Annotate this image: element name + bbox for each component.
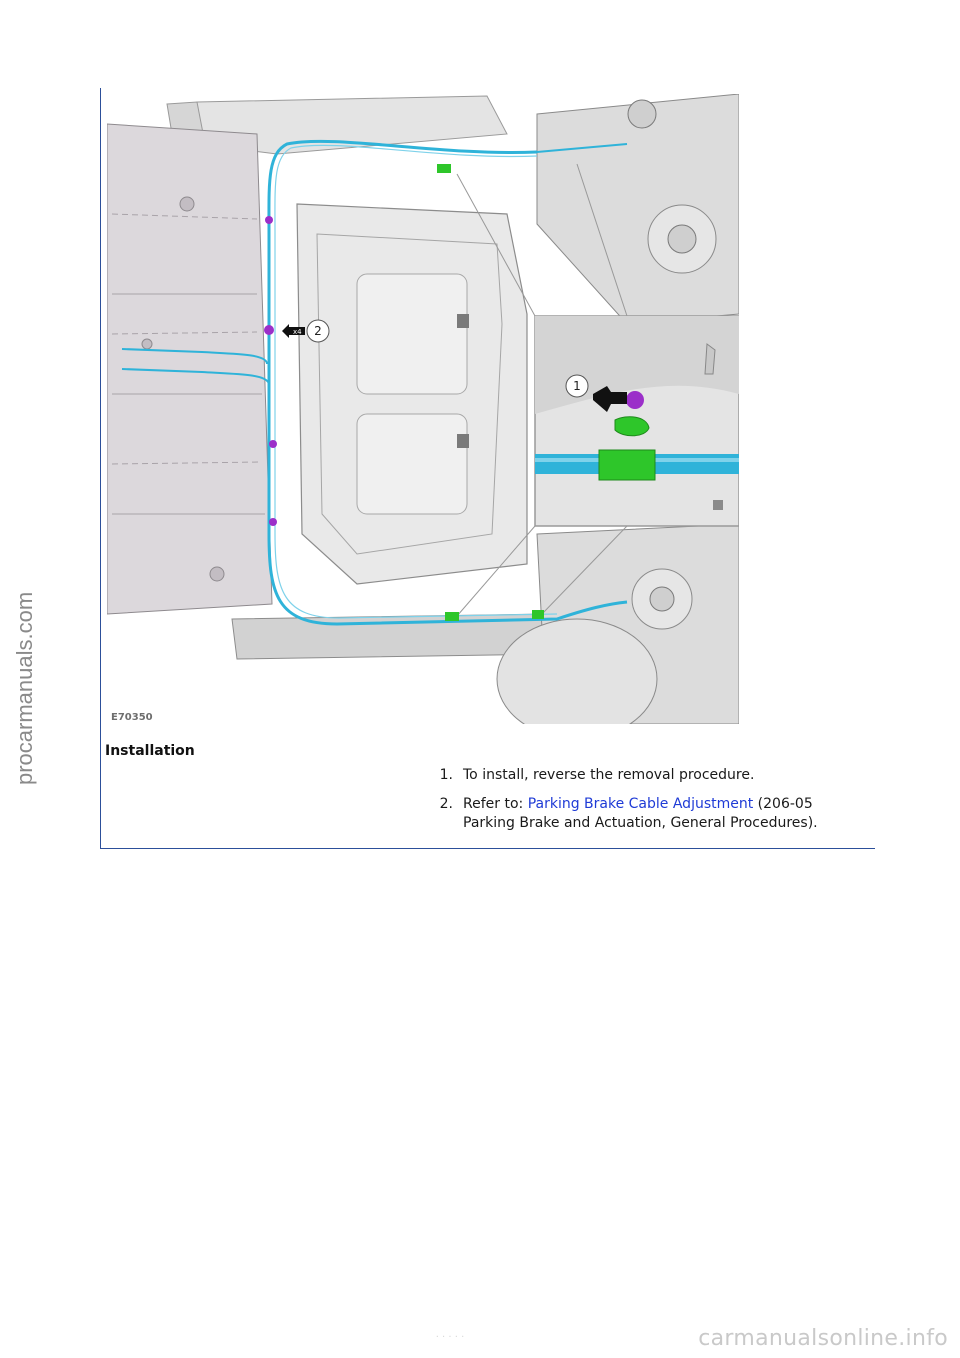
step-item bbox=[419, 766, 859, 785]
callout-quantity: x4 bbox=[293, 328, 302, 336]
callout-2: 2 bbox=[314, 324, 322, 338]
page-number: · · · · · bbox=[435, 1332, 465, 1343]
footer-watermark: carmanualsonline.info bbox=[698, 1326, 948, 1351]
step-prefix: Refer to: bbox=[463, 796, 528, 812]
side-watermark-text: procarmanuals.com bbox=[12, 591, 37, 785]
step-number: 2. bbox=[439, 796, 453, 812]
parking-brake-cable-illustration bbox=[107, 94, 739, 724]
parking-brake-cable-adjustment-link[interactable]: Parking Brake Cable Adjustment bbox=[527, 796, 754, 812]
section-heading: Installation bbox=[105, 743, 195, 759]
step-number: 1. bbox=[439, 767, 453, 783]
procedure-section bbox=[100, 88, 875, 849]
side-watermark bbox=[2, 560, 42, 790]
step-item bbox=[419, 795, 859, 833]
step-suffix: (206-05 Parking Brake and Actuation, General Procedures). bbox=[463, 796, 818, 831]
step-text bbox=[463, 796, 818, 831]
callout-1: 1 bbox=[573, 379, 581, 393]
figure-code: E70350 bbox=[111, 712, 153, 723]
step-text: To install, reverse the removal procedure. bbox=[463, 767, 755, 783]
installation-steps bbox=[419, 766, 859, 843]
